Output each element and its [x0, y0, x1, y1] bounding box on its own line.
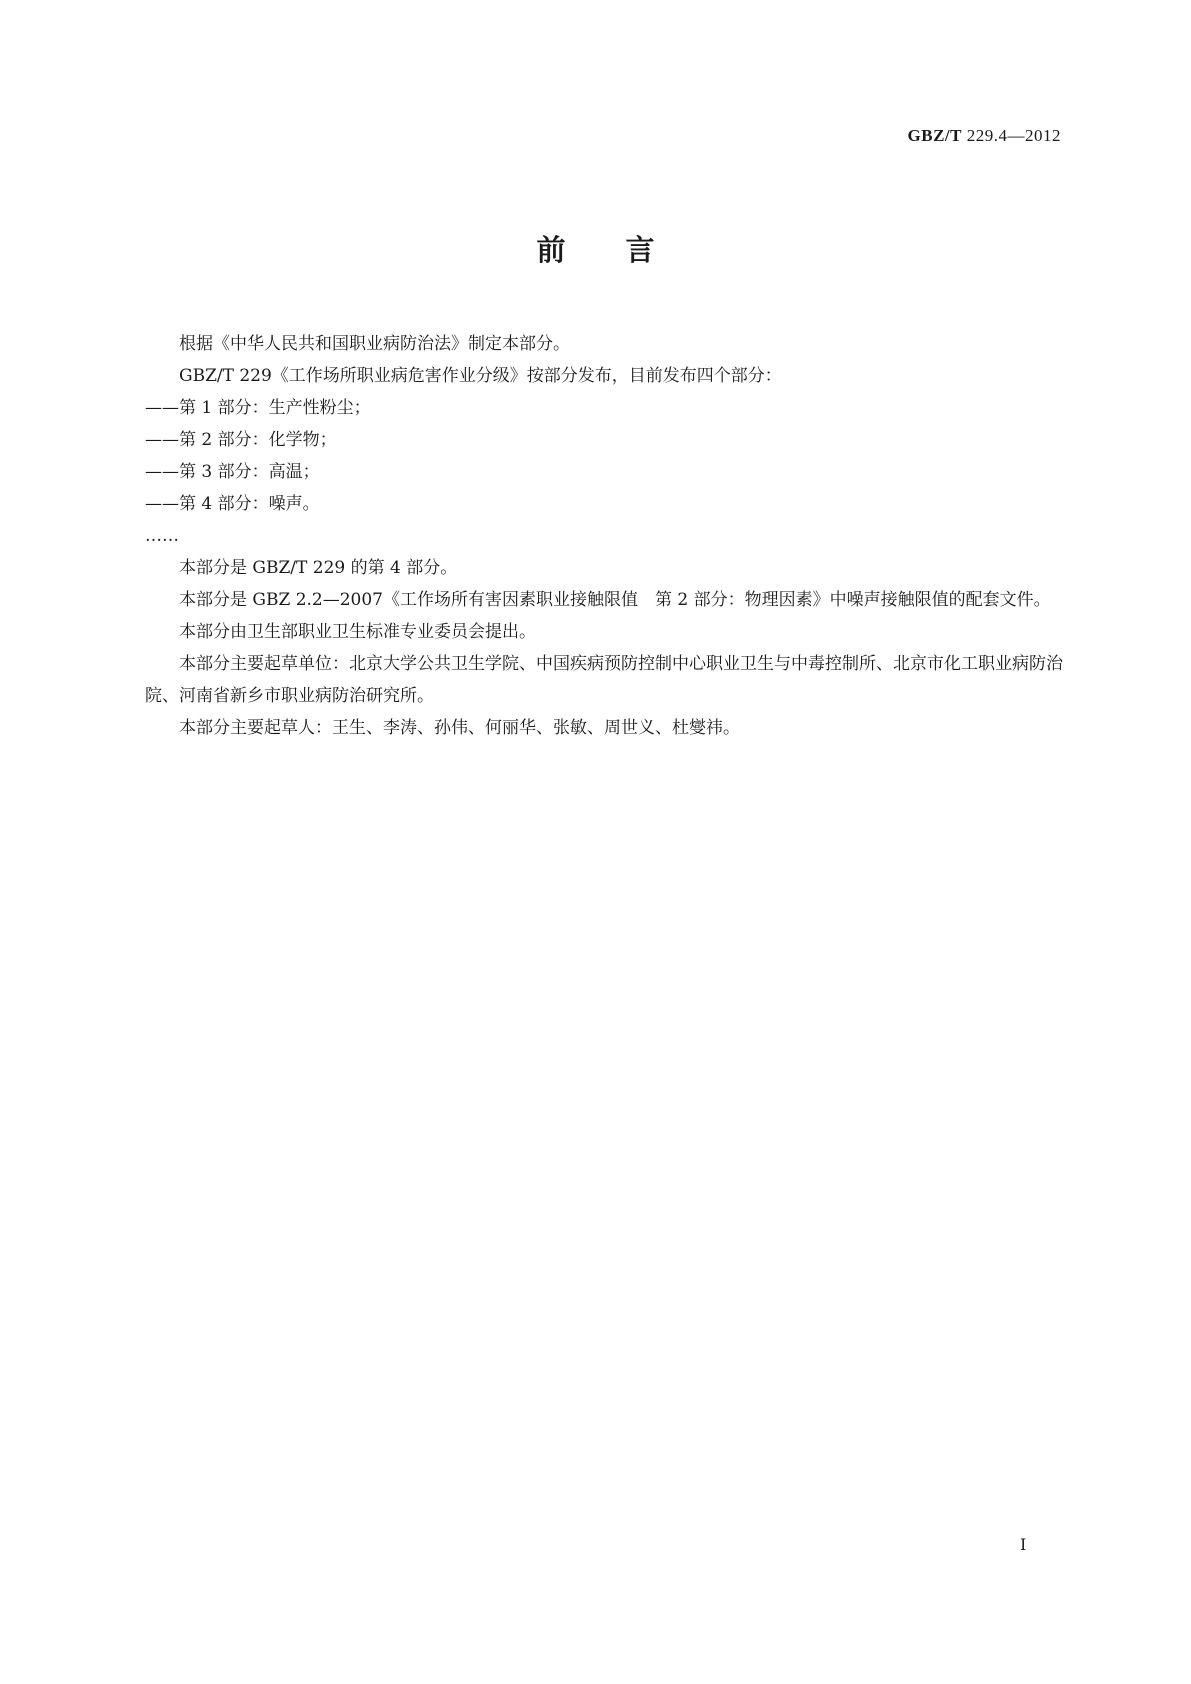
list-item-part-3: ——第 3 部分：高温； [145, 462, 320, 482]
page-title: 前言 [536, 233, 715, 267]
foreword-body [145, 328, 1065, 744]
page-number: I [1020, 1535, 1027, 1554]
standard-number: 229.4—2012 [966, 126, 1061, 145]
standard-prefix: GBZ/T [907, 126, 962, 145]
paragraph-drafting-units: 本部分主要起草单位：北京大学公共卫生学院、中国疾病预防控制中心职业卫生与中毒控制所、北京市化工职业病防治院、河南省新乡市职业病防治研究所。 [145, 654, 1063, 706]
paragraph-part-number: 本部分是 GBZ/T 229 的第 4 部分。 [179, 558, 458, 578]
paragraph-drafters: 本部分主要起草人：王生、李涛、孙伟、何丽华、张敏、周世义、杜燮祎。 [179, 718, 740, 738]
list-item-part-4: ——第 4 部分：噪声。 [145, 494, 320, 514]
paragraph-proposer: 本部分由卫生部职业卫生标准专业委员会提出。 [179, 622, 536, 642]
paragraph-companion-document: 本部分是 GBZ 2.2—2007《工作场所有害因素职业接触限值 第 2 部分：物理因素》中噪声接触限值的配套文件。 [179, 590, 1051, 610]
list-item-part-1: ——第 1 部分：生产性粉尘； [145, 398, 371, 418]
list-item-part-2: ——第 2 部分：化学物； [145, 430, 337, 450]
standard-code [908, 126, 1061, 146]
paragraph-parts-intro: GBZ/T 229《工作场所职业病危害作业分级》按部分发布，目前发布四个部分： [179, 366, 782, 386]
list-ellipsis: …… [145, 526, 179, 546]
paragraph-legal-basis: 根据《中华人民共和国职业病防治法》制定本部分。 [179, 334, 570, 354]
